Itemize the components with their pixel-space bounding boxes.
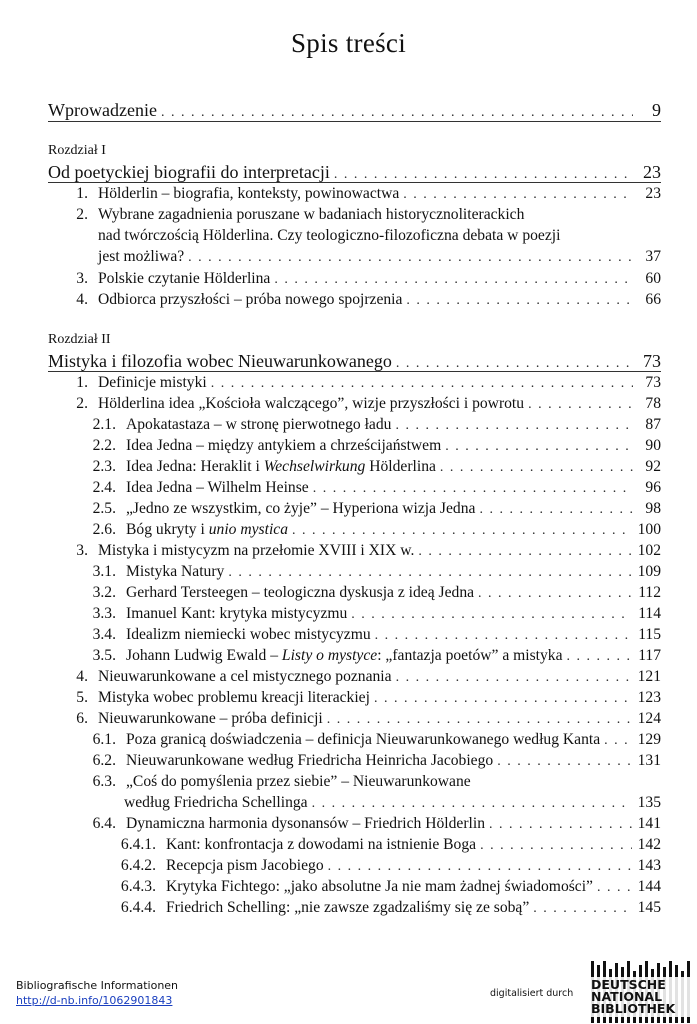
- entry-number: 4.: [76, 668, 88, 685]
- toc-entry[interactable]: [98, 667, 661, 688]
- toc-entry[interactable]: [126, 751, 661, 772]
- toc-entry[interactable]: [126, 457, 661, 478]
- entry-title-italic: Wechselwirkung: [263, 458, 366, 475]
- entry-title: Mistyka i filozofia wobec Nieuwarunkowanego: [48, 351, 392, 371]
- entry-number: 5.: [76, 689, 88, 706]
- toc-entry[interactable]: [126, 436, 661, 457]
- page-number: 78: [645, 395, 661, 412]
- page-number: 124: [637, 710, 661, 727]
- intro-rule: [48, 121, 661, 122]
- entry-title: Polskie czytanie Hölderlina: [98, 270, 271, 287]
- page-number: 66: [645, 291, 661, 308]
- dnb-logo-line-3: BIBLIOTHEK: [591, 1001, 676, 1016]
- dot-leader: [418, 542, 631, 562]
- page-number: 115: [638, 626, 661, 643]
- toc-entry[interactable]: [98, 373, 661, 394]
- entry-number: 6.3.: [92, 773, 116, 790]
- entry-number: 6.4.1.: [120, 836, 156, 853]
- entry-number: 6.4.4.: [120, 899, 156, 916]
- dot-leader: [327, 710, 632, 730]
- entry-title: Bóg ukryty i unio mystica: [126, 521, 289, 538]
- dot-leader: [188, 248, 633, 268]
- toc-entry[interactable]: [98, 269, 661, 290]
- bibliographic-label: Bibliografische Informationen: [16, 979, 179, 992]
- entry-title: Idealizm niemiecki wobec mistycyzmu: [126, 626, 371, 643]
- entry-number: 1.: [76, 374, 88, 391]
- entry-number: 6.4.2.: [120, 857, 156, 874]
- entry-number: 3.: [76, 270, 88, 287]
- entry-text-line: nad twórczością Hölderlina. Czy teologiczno-filozoficzna debata w poezji: [98, 227, 561, 244]
- chapter-rule: [48, 182, 661, 183]
- entry-number: 3.2.: [92, 584, 116, 601]
- dot-leader: [445, 437, 633, 457]
- entry-text-line: „Coś do pomyślenia przez siebie” – Nieuwarunkowane: [126, 773, 471, 790]
- entry-number: 6.4.3.: [120, 878, 156, 895]
- entry-title: Krytyka Fichtego: „jako absolutne Ja nie mam żadnej świadomości”: [166, 878, 593, 895]
- dot-leader: [480, 836, 632, 856]
- entry-number: 4.: [76, 291, 88, 308]
- chapter-rule: [48, 371, 661, 372]
- entry-number: 2.2.: [92, 437, 116, 454]
- page-number: 60: [645, 270, 661, 287]
- dot-leader: [567, 647, 633, 667]
- page-number: 73: [645, 374, 661, 391]
- entry-number: 2.1.: [92, 416, 116, 433]
- bibliographic-link[interactable]: http://d-nb.info/1062901843: [16, 994, 173, 1007]
- toc-entry[interactable]: [126, 814, 661, 835]
- dot-leader: [351, 605, 632, 625]
- page-number: 87: [645, 416, 661, 433]
- page-number: 123: [637, 689, 661, 706]
- dot-leader: [489, 815, 632, 835]
- entry-title: Johann Ludwig Ewald – Listy o mystyce: „fantazja poetów” a mistyka: [126, 647, 563, 664]
- entry-title: Idea Jedna: Heraklit i Wechselwirkung Hölderlina: [126, 458, 436, 475]
- page-number: 98: [645, 500, 661, 517]
- page-number: 23: [643, 162, 661, 182]
- entry-number: 3.5.: [92, 647, 116, 664]
- dot-leader: [312, 794, 632, 814]
- digitized-by-label: digitalisiert durch: [490, 988, 574, 999]
- dot-leader: [374, 689, 632, 709]
- dot-leader: [396, 668, 632, 688]
- page-number: 73: [643, 351, 661, 371]
- entry-title: Od poetyckiej biografii do interpretacji: [48, 162, 330, 182]
- toc-entry[interactable]: [98, 394, 661, 415]
- dot-leader: [528, 395, 633, 415]
- toc-entry[interactable]: [126, 415, 661, 436]
- dot-leader: [274, 270, 633, 290]
- entry-number: 3.3.: [92, 605, 116, 622]
- dot-leader: [211, 374, 633, 394]
- page-title: Spis treści: [290, 28, 407, 58]
- dot-leader: [497, 752, 631, 772]
- dot-leader: [406, 291, 633, 311]
- entry-title: według Friedricha Schellinga: [124, 794, 308, 811]
- page-number: 9: [652, 100, 661, 120]
- dot-leader: [403, 185, 633, 205]
- toc-entry[interactable]: [126, 520, 661, 541]
- entry-title: Mistyka Natury: [126, 563, 225, 580]
- dot-leader: [395, 416, 633, 436]
- toc-entry[interactable]: [126, 583, 661, 604]
- dot-leader: [479, 500, 633, 520]
- page-number: 141: [637, 815, 661, 832]
- entry-title: jest możliwa?: [98, 248, 185, 265]
- dot-leader: [478, 584, 632, 604]
- entry-number: 6.1.: [92, 731, 116, 748]
- entry-title: Recepcja pism Jacobiego: [166, 857, 324, 874]
- dnb-logo: [589, 961, 695, 1023]
- toc-entry[interactable]: [124, 793, 661, 814]
- toc-entry[interactable]: [98, 541, 661, 562]
- toc-entry[interactable]: [48, 100, 661, 123]
- page-number: 114: [638, 605, 661, 622]
- entry-title-italic: unio mystica: [208, 521, 289, 538]
- entry-number: 3.4.: [92, 626, 116, 643]
- dot-leader: [228, 563, 631, 583]
- entry-title: Nieuwarunkowane a cel mistycznego poznania: [98, 668, 392, 685]
- entry-title: Idea Jedna – między antykiem a chrześcijaństwem: [126, 437, 442, 454]
- page-number: 23: [645, 185, 661, 202]
- entry-number: 6.: [76, 710, 88, 727]
- page-number: 129: [637, 731, 661, 748]
- entry-number: 2.4.: [92, 479, 116, 496]
- chapter-label: Rozdział I: [48, 143, 106, 158]
- page-number: 100: [637, 521, 661, 538]
- dot-leader: [533, 899, 631, 919]
- entry-number: 6.2.: [92, 752, 116, 769]
- dot-leader: [292, 521, 632, 541]
- entry-title-italic: Listy o mystyce: [281, 647, 378, 664]
- toc-entry[interactable]: [98, 709, 661, 730]
- entry-title: Wprowadzenie: [48, 100, 157, 120]
- dot-leader: [161, 103, 633, 123]
- dot-leader: [328, 857, 632, 877]
- entry-title: Nieuwarunkowane według Friedricha Heinricha Jacobiego: [126, 752, 494, 769]
- toc-entry[interactable]: [98, 247, 661, 268]
- entry-number: 3.: [76, 542, 88, 559]
- toc-entry[interactable]: [126, 499, 661, 520]
- dnb-logo-line-1: DEUTSCHE: [591, 977, 666, 992]
- toc-entry[interactable]: [98, 290, 661, 311]
- toc-entry[interactable]: [166, 856, 661, 877]
- dot-leader: [375, 626, 633, 646]
- entry-title: Nieuwarunkowane – próba definicji: [98, 710, 323, 727]
- entry-title: Imanuel Kant: krytyka mistycyzmu: [126, 605, 348, 622]
- entry-text-line: Wybrane zagadnienia poruszane w badaniach historycznoliterackich: [98, 206, 525, 223]
- entry-number: 2.3.: [92, 458, 116, 475]
- entry-number: 2.: [76, 206, 88, 223]
- page-number: 37: [645, 248, 661, 265]
- entry-number: 2.5.: [92, 500, 116, 517]
- entry-number: 1.: [76, 185, 88, 202]
- entry-title: Poza granicą doświadczenia – definicja Nieuwarunkowanego według Kanta: [126, 731, 601, 748]
- page-number: 90: [645, 437, 661, 454]
- entry-number: 6.4.: [92, 815, 116, 832]
- entry-title: „Jedno ze wszystkim, co żyje” – Hyperiona wizja Jedna: [126, 500, 476, 517]
- entry-title: Kant: konfrontacja z dowodami na istnienie Boga: [166, 836, 477, 853]
- entry-title: Hölderlina idea „Kościoła walczącego”, wizje przyszłości i powrotu: [98, 395, 525, 412]
- chapter-label: Rozdział II: [48, 332, 111, 347]
- dnb-logo-line-2: NATIONAL: [591, 989, 663, 1004]
- entry-number: 2.: [76, 395, 88, 412]
- toc-entry[interactable]: [126, 646, 661, 667]
- toc-entry[interactable]: [166, 898, 661, 919]
- toc-entry[interactable]: [126, 604, 661, 625]
- dot-leader: [597, 878, 632, 898]
- page-number: 117: [638, 647, 661, 664]
- page-number: 102: [637, 542, 661, 559]
- page-number: 144: [637, 878, 661, 895]
- toc-entry[interactable]: [166, 877, 661, 898]
- entry-title: Dynamiczna harmonia dysonansów – Friedrich Hölderlin: [126, 815, 485, 832]
- page-number: 145: [637, 899, 661, 916]
- entry-title: Mistyka wobec problemu kreacji literackiej: [98, 689, 370, 706]
- entry-number: 3.1.: [92, 563, 116, 580]
- dot-leader: [313, 479, 633, 499]
- entry-title: Gerhard Tersteegen – teologiczna dyskusja z ideą Jedna: [126, 584, 475, 601]
- toc-entry[interactable]: [126, 562, 661, 583]
- page-number: 109: [637, 563, 661, 580]
- entry-title: Odbiorca przyszłości – próba nowego spojrzenia: [98, 291, 403, 308]
- entry-number: 2.6.: [92, 521, 116, 538]
- page-number: 135: [637, 794, 661, 811]
- page-number: 121: [637, 668, 661, 685]
- entry-title: Hölderlin – biografia, konteksty, powinowactwa: [98, 185, 400, 202]
- toc-entry[interactable]: [98, 688, 661, 709]
- page-number: 112: [638, 584, 661, 601]
- toc-entry[interactable]: [126, 625, 661, 646]
- entry-title: Definicje mistyki: [98, 374, 207, 391]
- dot-leader: [440, 458, 633, 478]
- entry-title: Friedrich Schelling: „nie zawsze zgadzaliśmy się ze sobą”: [166, 899, 530, 916]
- page-number: 143: [637, 857, 661, 874]
- entry-title: Apokatastaza – w stronę pierwotnego ładu: [126, 416, 392, 433]
- toc-entry[interactable]: [166, 835, 661, 856]
- toc-entry[interactable]: [126, 478, 661, 499]
- entry-title: Mistyka i mistycyzm na przełomie XVIII i XIX w.: [98, 542, 415, 559]
- bibliographic-info: [16, 979, 178, 1007]
- toc-entry[interactable]: [98, 184, 661, 205]
- page-number: 142: [637, 836, 661, 853]
- dot-leader: [604, 731, 631, 751]
- page-number: 96: [645, 479, 661, 496]
- toc-entry[interactable]: [126, 730, 661, 751]
- page-number: 92: [645, 458, 661, 475]
- entry-title: Idea Jedna – Wilhelm Heinse: [126, 479, 309, 496]
- page-number: 131: [637, 752, 661, 769]
